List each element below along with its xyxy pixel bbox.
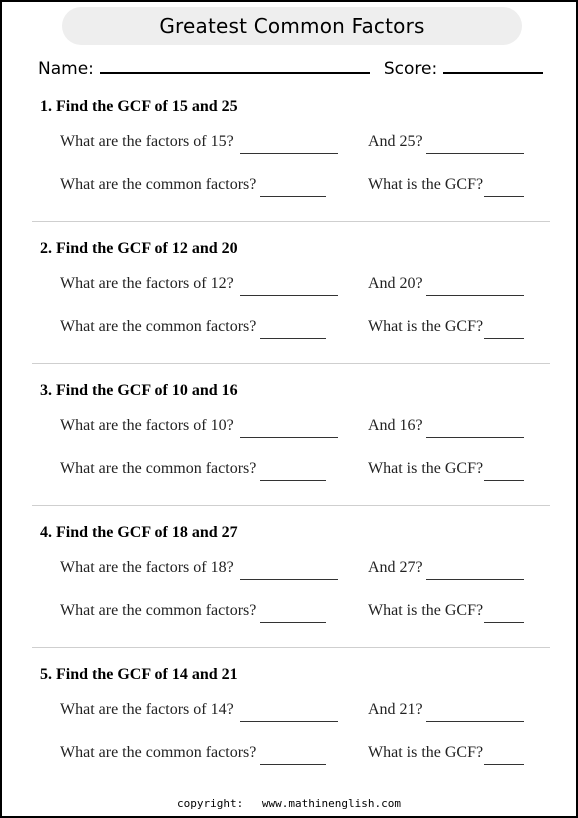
common-factors-prompt: What are the common factors? bbox=[60, 602, 257, 619]
common-factors-prompt: What are the common factors? bbox=[60, 176, 257, 193]
gcf-prompt: What is the GCF? bbox=[368, 176, 484, 193]
factors-prompt: What are the factors of 14? bbox=[60, 701, 234, 718]
name-field[interactable] bbox=[100, 56, 370, 74]
common-factors-answer-field[interactable] bbox=[260, 196, 326, 197]
gcf-prompt: What is the GCF? bbox=[368, 318, 484, 335]
factors-answer-field[interactable] bbox=[240, 721, 338, 722]
gcf-prompt: What is the GCF? bbox=[368, 602, 484, 619]
factors-answer-field[interactable] bbox=[240, 579, 338, 580]
section-divider bbox=[32, 221, 550, 222]
section-divider bbox=[32, 363, 550, 364]
and-prompt: And 16? bbox=[368, 417, 423, 434]
common-factors-answer-field[interactable] bbox=[260, 622, 326, 623]
site-url: www.mathinenglish.com bbox=[261, 797, 401, 810]
and-prompt: And 21? bbox=[368, 701, 423, 718]
factors-prompt: What are the factors of 10? bbox=[60, 417, 234, 434]
common-factors-answer-field[interactable] bbox=[260, 764, 326, 765]
question-heading: 4. Find the GCF of 18 and 27 bbox=[40, 524, 238, 541]
score-field[interactable] bbox=[443, 56, 543, 74]
factors-answer-field[interactable] bbox=[240, 437, 338, 438]
common-factors-prompt: What are the common factors? bbox=[60, 744, 257, 761]
question-section bbox=[32, 524, 550, 666]
gcf-answer-field[interactable] bbox=[484, 764, 524, 765]
question-section bbox=[32, 98, 550, 240]
copyright-label: copyright: bbox=[177, 797, 244, 810]
question-heading: 5. Find the GCF of 14 and 21 bbox=[40, 666, 238, 683]
gcf-prompt: What is the GCF? bbox=[368, 460, 484, 477]
question-section bbox=[32, 382, 550, 524]
and-prompt: And 27? bbox=[368, 559, 423, 576]
factors-prompt: What are the factors of 15? bbox=[60, 133, 234, 150]
section-divider bbox=[32, 647, 550, 648]
title-text: Greatest Common Factors bbox=[159, 14, 425, 38]
name-label: Name: bbox=[38, 59, 94, 79]
and-answer-field[interactable] bbox=[426, 579, 524, 580]
factors-answer-field[interactable] bbox=[240, 295, 338, 296]
gcf-answer-field[interactable] bbox=[484, 480, 524, 481]
question-section bbox=[32, 240, 550, 382]
gcf-prompt: What is the GCF? bbox=[368, 744, 484, 761]
gcf-answer-field[interactable] bbox=[484, 622, 524, 623]
and-answer-field[interactable] bbox=[426, 153, 524, 154]
and-prompt: And 25? bbox=[368, 133, 423, 150]
section-divider bbox=[32, 505, 550, 506]
worksheet-title bbox=[62, 7, 522, 45]
common-factors-answer-field[interactable] bbox=[260, 338, 326, 339]
gcf-answer-field[interactable] bbox=[484, 196, 524, 197]
factors-prompt: What are the factors of 12? bbox=[60, 275, 234, 292]
common-factors-prompt: What are the common factors? bbox=[60, 460, 257, 477]
footer bbox=[0, 797, 578, 810]
and-answer-field[interactable] bbox=[426, 721, 524, 722]
question-section bbox=[32, 666, 550, 808]
and-answer-field[interactable] bbox=[426, 295, 524, 296]
question-heading: 1. Find the GCF of 15 and 25 bbox=[40, 98, 238, 115]
common-factors-answer-field[interactable] bbox=[260, 480, 326, 481]
question-heading: 3. Find the GCF of 10 and 16 bbox=[40, 382, 238, 399]
common-factors-prompt: What are the common factors? bbox=[60, 318, 257, 335]
gcf-answer-field[interactable] bbox=[484, 338, 524, 339]
factors-answer-field[interactable] bbox=[240, 153, 338, 154]
and-prompt: And 20? bbox=[368, 275, 423, 292]
factors-prompt: What are the factors of 18? bbox=[60, 559, 234, 576]
question-heading: 2. Find the GCF of 12 and 20 bbox=[40, 240, 238, 257]
and-answer-field[interactable] bbox=[426, 437, 524, 438]
score-label: Score: bbox=[383, 59, 438, 79]
name-score-row bbox=[38, 56, 543, 80]
